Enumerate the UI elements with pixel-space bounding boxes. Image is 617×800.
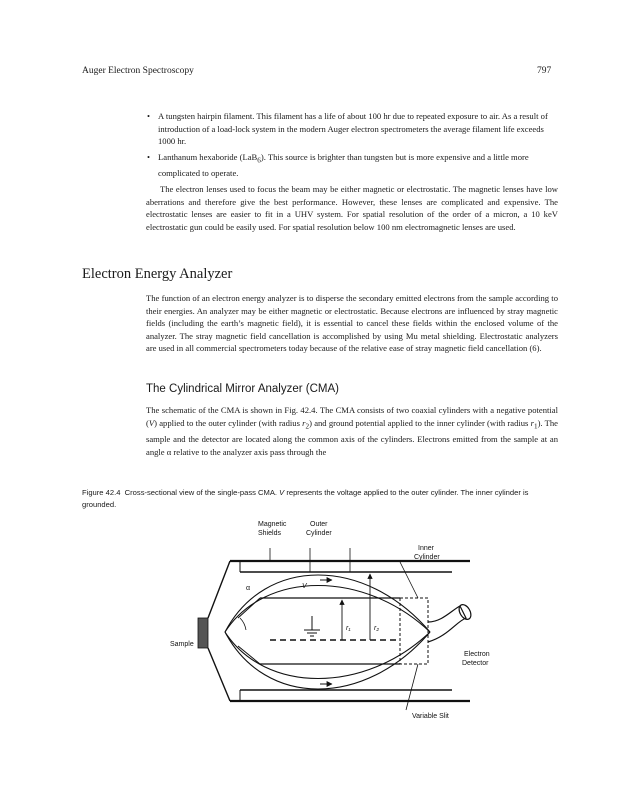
label-inner-cylinder: Inner [418,545,434,552]
svg-text:Detector: Detector [462,660,489,667]
bullet-dot-icon: • [147,151,151,162]
paragraph-cma: The schematic of the CMA is shown in Fig. 42.4. The CMA consists of two coaxial cylinders with a negative potential (V) applied to the outer cylinder (with radius $r_2$) and ground potential applied to the inner cylinder (with radius $r_1$). The sample and the detector are located along the common axis of the cylinders. Electrons emitted from the sample at an angle α relative to the analyzer axis pass through the [146,405,558,457]
paragraph-electron-lenses: The electron lenses used to focus the beam may be either magnetic or electrostatic. The magnetic lenses have low aberrations and therefore give the best performance. However, these lenses are complicated and expensive. The electrostatic lenses are easier to fit in a UHV system. For spatial resolution of the order of a micron, a 10 keV electrostatic gun could be easily used. For spatial resolution below 100 nm electromagnetic lenses are used. [146,184,558,232]
section-heading: Electron Energy Analyzer [82,266,233,282]
label-electron-detector: Electron [464,651,490,658]
electron-trajectory-upper-outer [225,575,430,632]
svg-text:Cylinder: Cylinder [306,530,332,537]
filament-bullet-list [144,110,556,183]
electron-trajectory-lower-inner [225,632,430,679]
label-v: V [302,583,307,590]
subsection-heading: The Cylindrical Mirror Analyzer (CMA) [146,383,339,395]
label-magnetic-shields: Magnetic [258,521,287,528]
sample [198,618,208,648]
label-alpha: α [246,585,251,592]
label-sample: Sample [170,641,194,648]
svg-text:Shields: Shields [258,530,281,537]
page-number: 797 [537,66,552,76]
paragraph-energy-analyzer: The function of an electron energy analyzer is to disperse the secondary emitted electrons from the sample according to their energies. An analyzer may be either magnetic or electrostatic. Because electrons are influenced by stray magnetic fields (including the earth’s magnetic field), it is essential to cancel these fields within the enclosed volume of the analyzer. The stray magnetic field cancellation is accomplished by using Mu metal shielding. Electrostatic analyzers are used in all commercial spectrometers today because of the relative ease of stray magnetic field cancellation (6). [146,293,558,354]
running-header-title: Auger Electron Spectroscopy [82,66,194,76]
bullet-tungsten: • A tungsten hairpin filament. This filament has a life of about 100 hr due to repeated exposure to air. As a result of introduction of a load-lock system in the modern Auger electron spectrometers the average filament life exceeds 1000 hr. [147,111,548,147]
label-outer-cylinder: Outer [310,521,328,528]
electron-detector [428,606,466,642]
label-r2: r₂ [374,625,380,632]
bullet-lab6: • Lanthanum hexaboride (LaB$_6$). This source is brighter than tungsten but is more expensive and a little more complicated to operate. [147,151,529,179]
figure-caption: Figure 42.4 Cross-sectional view of the single-pass CMA. V represents the voltage applied to the outer cylinder. The inner cylinder is grounded. [82,488,529,509]
left-endplate-bottom [208,648,230,701]
label-variable-slit: Variable Slit [412,713,449,720]
electron-trajectory-upper-inner [225,586,430,633]
cma-schematic-figure [170,518,500,724]
bullet-dot-icon: • [147,111,151,121]
left-endplate-top [208,561,230,618]
svg-text:Cylinder: Cylinder [414,554,440,561]
exit-aperture [400,598,428,664]
label-r1: r₁ [346,625,351,632]
